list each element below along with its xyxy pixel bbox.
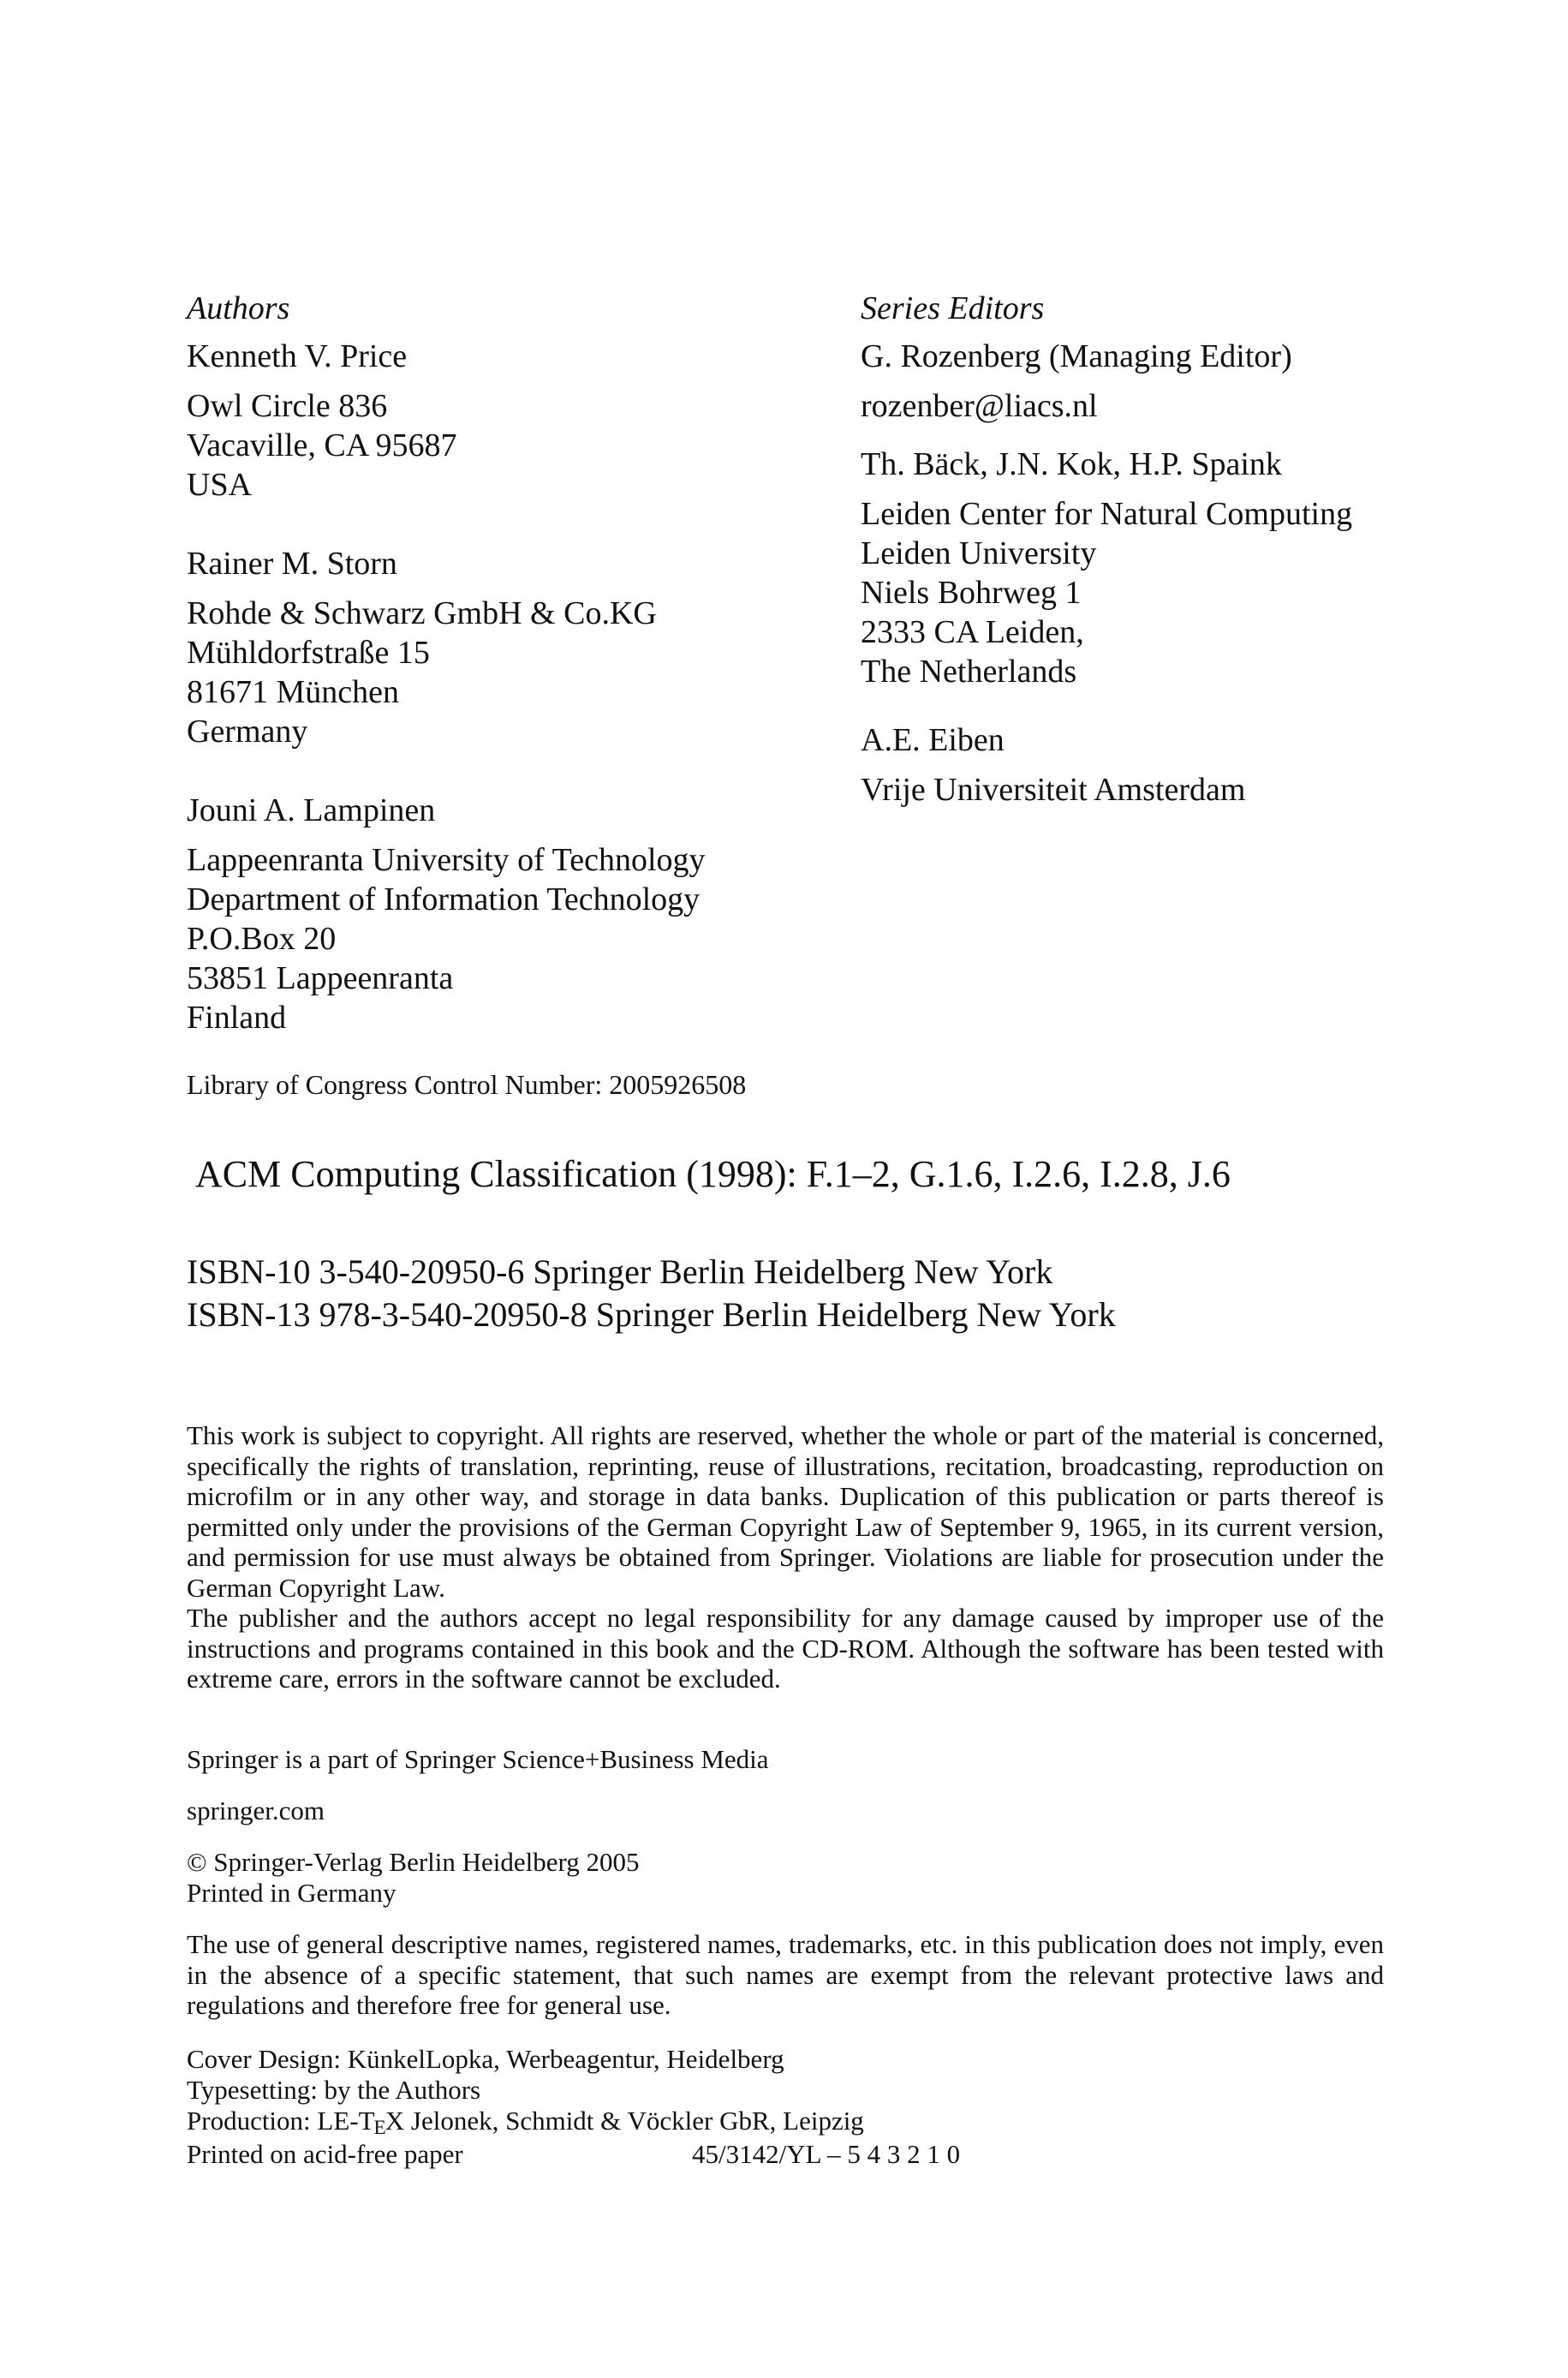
author-address-line: Department of Information Technology (187, 881, 701, 917)
acm-classification: ACM Computing Classification (1998): F.1–2, G.1.6, I.2.6, I.2.8, J.6 (195, 1153, 1231, 1195)
author-block (187, 791, 855, 1037)
editor-names: Th. Bäck, J.N. Kok, H.P. Spaink (861, 446, 1282, 482)
editor-address-line: The Netherlands (861, 654, 1077, 690)
author-address-line: 53851 Lappeenranta (187, 960, 454, 996)
publisher-info (187, 1744, 1386, 1909)
editor-address-line: 2333 CA Leiden, (861, 614, 1084, 650)
author-address-line: Vacaville, CA 95687 (187, 427, 457, 463)
legal-notices (187, 1420, 1384, 1694)
production-suffix: X Jelonek, Schmidt & Vöckler GbR, Leipzig (385, 2106, 864, 2136)
library-of-congress-number: Library of Congress Control Number: 2005926508 (187, 1069, 747, 1100)
isbn-block (187, 1251, 1116, 1336)
editor-affiliation: Vrije Universiteit Amsterdam (861, 772, 1246, 808)
author-address-line: P.O.Box 20 (187, 921, 337, 957)
series-editors-column (861, 289, 1477, 810)
copyright-notice: This work is subject to copyright. All rights are reserved, whether the whole or part of the material is concerned, specifically the rights of translation, reprinting, reuse of illustrations, recitation, broadcasting, reproduction on microfilm or in any other way, and storage in data banks. Duplication of this publication or parts thereof is permitted only under the provisions of the German Copyright Law of September 9, 1965, in its current version, and permission for use must always be obtained from Springer. Violations are liable for prosecution under the German Copyright Law. (187, 1420, 1384, 1603)
author-name: Jouni A. Lampinen (187, 792, 436, 828)
author-address-line: Germany (187, 714, 308, 750)
editor-address-line: Niels Bohrweg 1 (861, 575, 1082, 611)
production (187, 2106, 1386, 2139)
author-address-line: Rohde & Schwarz GmbH & Co.KG (187, 595, 657, 631)
authors-heading: Authors (187, 290, 290, 326)
editor-name: A.E. Eiben (861, 722, 1005, 758)
springer-url: springer.com (187, 1795, 325, 1825)
editor-name: G. Rozenberg (Managing Editor) (861, 338, 1292, 374)
editor-email: rozenber@liacs.nl (861, 388, 1098, 424)
isbn-label: ISBN-13 (187, 1295, 311, 1334)
isbn-row (187, 1251, 1116, 1294)
production-prefix: Production: LE-T (187, 2106, 375, 2136)
isbn-publisher: Springer Berlin Heidelberg New York (533, 1252, 1053, 1291)
liability-notice: The publisher and the authors accept no legal responsibility for any damage caused by improper use of the instructions and programs contained in this book and the CD-ROM. Although the software has been tested with extreme care, errors in the software cannot be excluded. (187, 1603, 1384, 1694)
author-address-line: Mühldorfstraße 15 (187, 635, 430, 671)
credits-block (187, 2044, 1386, 2170)
editor-address-line: Leiden University (861, 535, 1097, 571)
trademark-notice: The use of general descriptive names, registered names, trademarks, etc. in this publication does not imply, even in the absence of a specific statement, that such names are exempt from the relevant protective laws and regulations and therefore free for general use. (187, 1929, 1384, 2020)
isbn-number: 3-540-20950-6 (319, 1252, 525, 1291)
series-editors-heading: Series Editors (861, 290, 1045, 326)
acid-free-paper: Printed on acid-free paper (187, 2139, 463, 2169)
tex-lowered-e: E (373, 2117, 386, 2140)
isbn-number: 978-3-540-20950-8 (319, 1295, 587, 1334)
author-address-line: USA (187, 467, 253, 503)
author-address-line: Finland (187, 1000, 287, 1036)
author-block (187, 337, 855, 505)
author-address-line: Lappeenranta University of Technology (187, 842, 706, 878)
springer-part: Springer is a part of Springer Science+Business Media (187, 1744, 769, 1774)
isbn-publisher: Springer Berlin Heidelberg New York (595, 1295, 1116, 1334)
authors-column (187, 289, 855, 1037)
printed-in: Printed in Germany (187, 1878, 396, 1908)
author-block (187, 544, 855, 751)
author-name: Kenneth V. Price (187, 338, 408, 374)
author-name: Rainer M. Storn (187, 546, 397, 582)
typesetting: Typesetting: by the Authors (187, 2075, 481, 2105)
cover-design: Cover Design: KünkelLopka, Werbeagentur, Heidelberg (187, 2044, 784, 2074)
paper-row (187, 2139, 1386, 2170)
isbn-row (187, 1294, 1116, 1336)
author-address-line: 81671 München (187, 674, 400, 710)
copyright-line: © Springer-Verlag Berlin Heidelberg 2005 (187, 1847, 640, 1877)
paper-code: 45/3142/YL – 5 4 3 2 1 0 (692, 2139, 961, 2169)
editor-address-line: Leiden Center for Natural Computing (861, 496, 1353, 532)
author-address-line: Owl Circle 836 (187, 388, 388, 424)
isbn-label: ISBN-10 (187, 1252, 311, 1291)
